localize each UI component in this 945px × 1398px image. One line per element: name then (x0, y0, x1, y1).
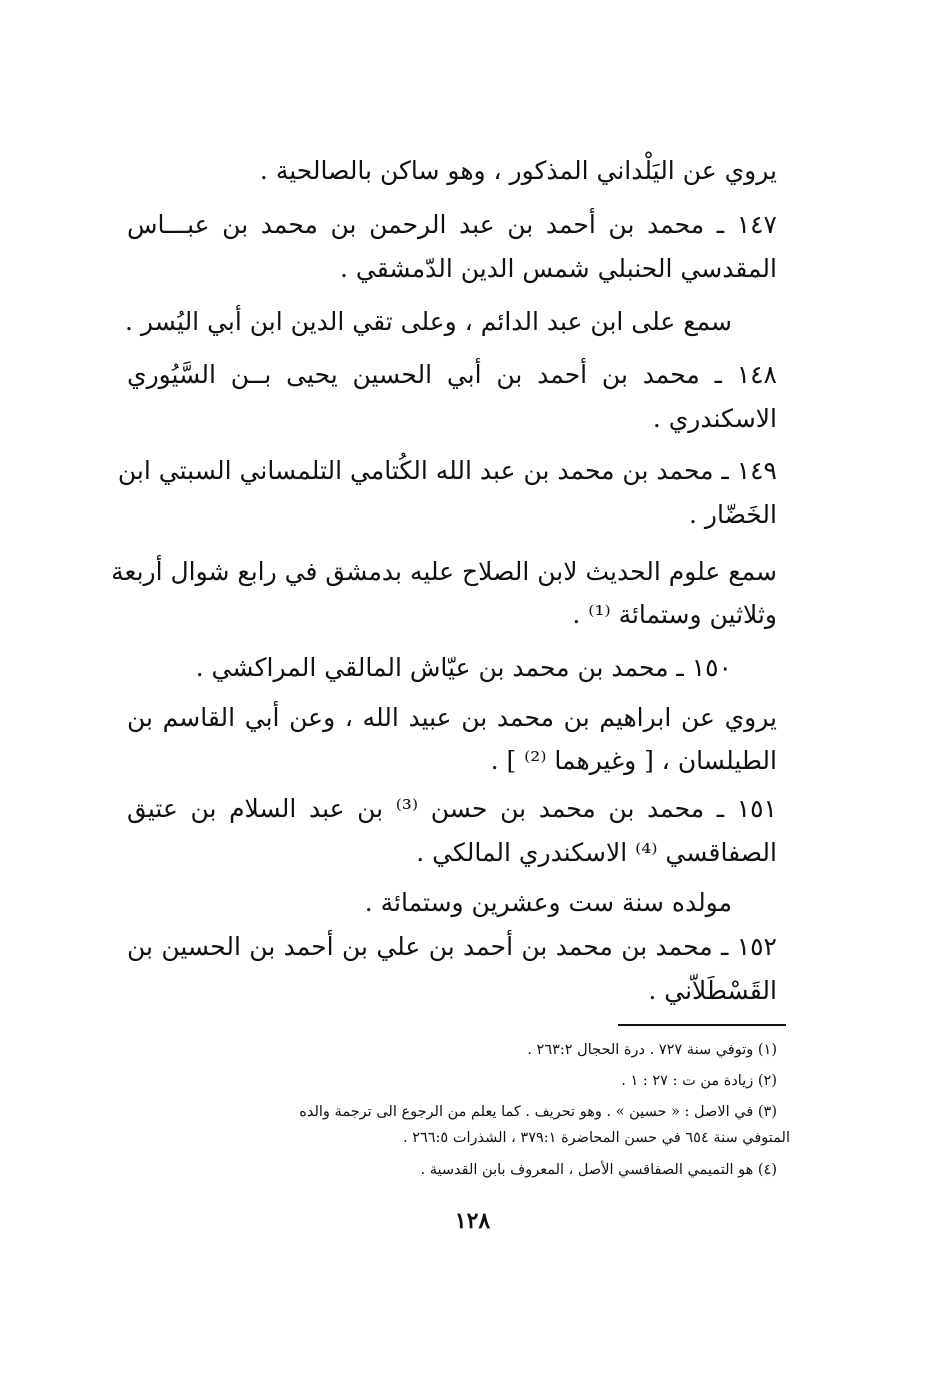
body-line: الصفاقسي ⁽⁴⁾ الاسكندري المالكي . (416, 838, 777, 867)
footnote-1: (١) وتوفي سنة ٧٢٧ . درة الحجال ٢٦٣:٢ . (527, 1042, 777, 1058)
footnote-3: (٣) في الاصل : « حسين » . وهو تحريف . كما يعلم من الرجوع الى ترجمة والده (299, 1104, 777, 1120)
body-line: يروي عن ابراهيم بن محمد بن عبيد الله ، وعن أبي القاسم بن (127, 703, 777, 732)
body-line: الخَضّار . (689, 500, 777, 529)
page-number: ١٢٨ (454, 1208, 491, 1234)
footnote-separator (618, 1024, 786, 1026)
entry-149-heading: ١٤٩ ـ محمد بن محمد بن عبد الله الكُتامي التلمساني السبتي ابن (117, 456, 777, 485)
entry-148-heading: ١٤٨ ـ محمد بن أحمد بن أبي الحسين يحيى بــن السَّيُوري (127, 360, 777, 389)
footnote-3-continued: المتوفي سنة ٦٥٤ في حسن المحاضرة ٣٧٩:١ ، الشذرات ٢٦٦:٥ . (402, 1130, 790, 1146)
body-line: سمع على ابن عبد الدائم ، وعلى تقي الدين ابن أبي اليُسر . (125, 307, 732, 336)
body-line: المقدسي الحنبلي شمس الدين الدّمشقي . (340, 254, 777, 283)
body-line: الاسكندري . (652, 404, 777, 433)
entry-152-heading: ١٥٢ ـ محمد بن محمد بن أحمد بن علي بن أحمد بن الحسين بن (127, 932, 777, 961)
body-line: القَسْطَلاّني . (648, 976, 777, 1005)
body-line: مولده سنة ست وعشرين وستمائة . (364, 888, 732, 917)
body-line: يروي عن اليَلْداني المذكور ، وهو ساكن بالصالحية . (259, 156, 777, 185)
body-line: الطيلسان ، [ وغيرهما ⁽²⁾ ] . (490, 746, 777, 775)
entry-150-heading: ١٥٠ ـ محمد بن محمد بن عيّاش المالقي المراكشي . (195, 653, 732, 682)
footnote-4: (٤) هو التميمي الصفاقسي الأصل ، المعروف بابن القدسية . (420, 1162, 777, 1178)
entry-147-heading: ١٤٧ ـ محمد بن أحمد بن عبد الرحمن بن محمد بن عبـــاس (127, 210, 777, 239)
entry-151-heading: ١٥١ ـ محمد بن محمد بن حسن ⁽³⁾ بن عبد السلام بن عتيق (127, 794, 777, 823)
body-line: وثلاثين وستمائة ⁽¹⁾ . (572, 600, 777, 629)
footnote-2: (٢) زيادة من ت : ٢٧ : ١ . (621, 1073, 777, 1089)
body-line: سمع علوم الحديث لابن الصلاح عليه بدمشق في رابع شوال أربعة (111, 557, 777, 586)
